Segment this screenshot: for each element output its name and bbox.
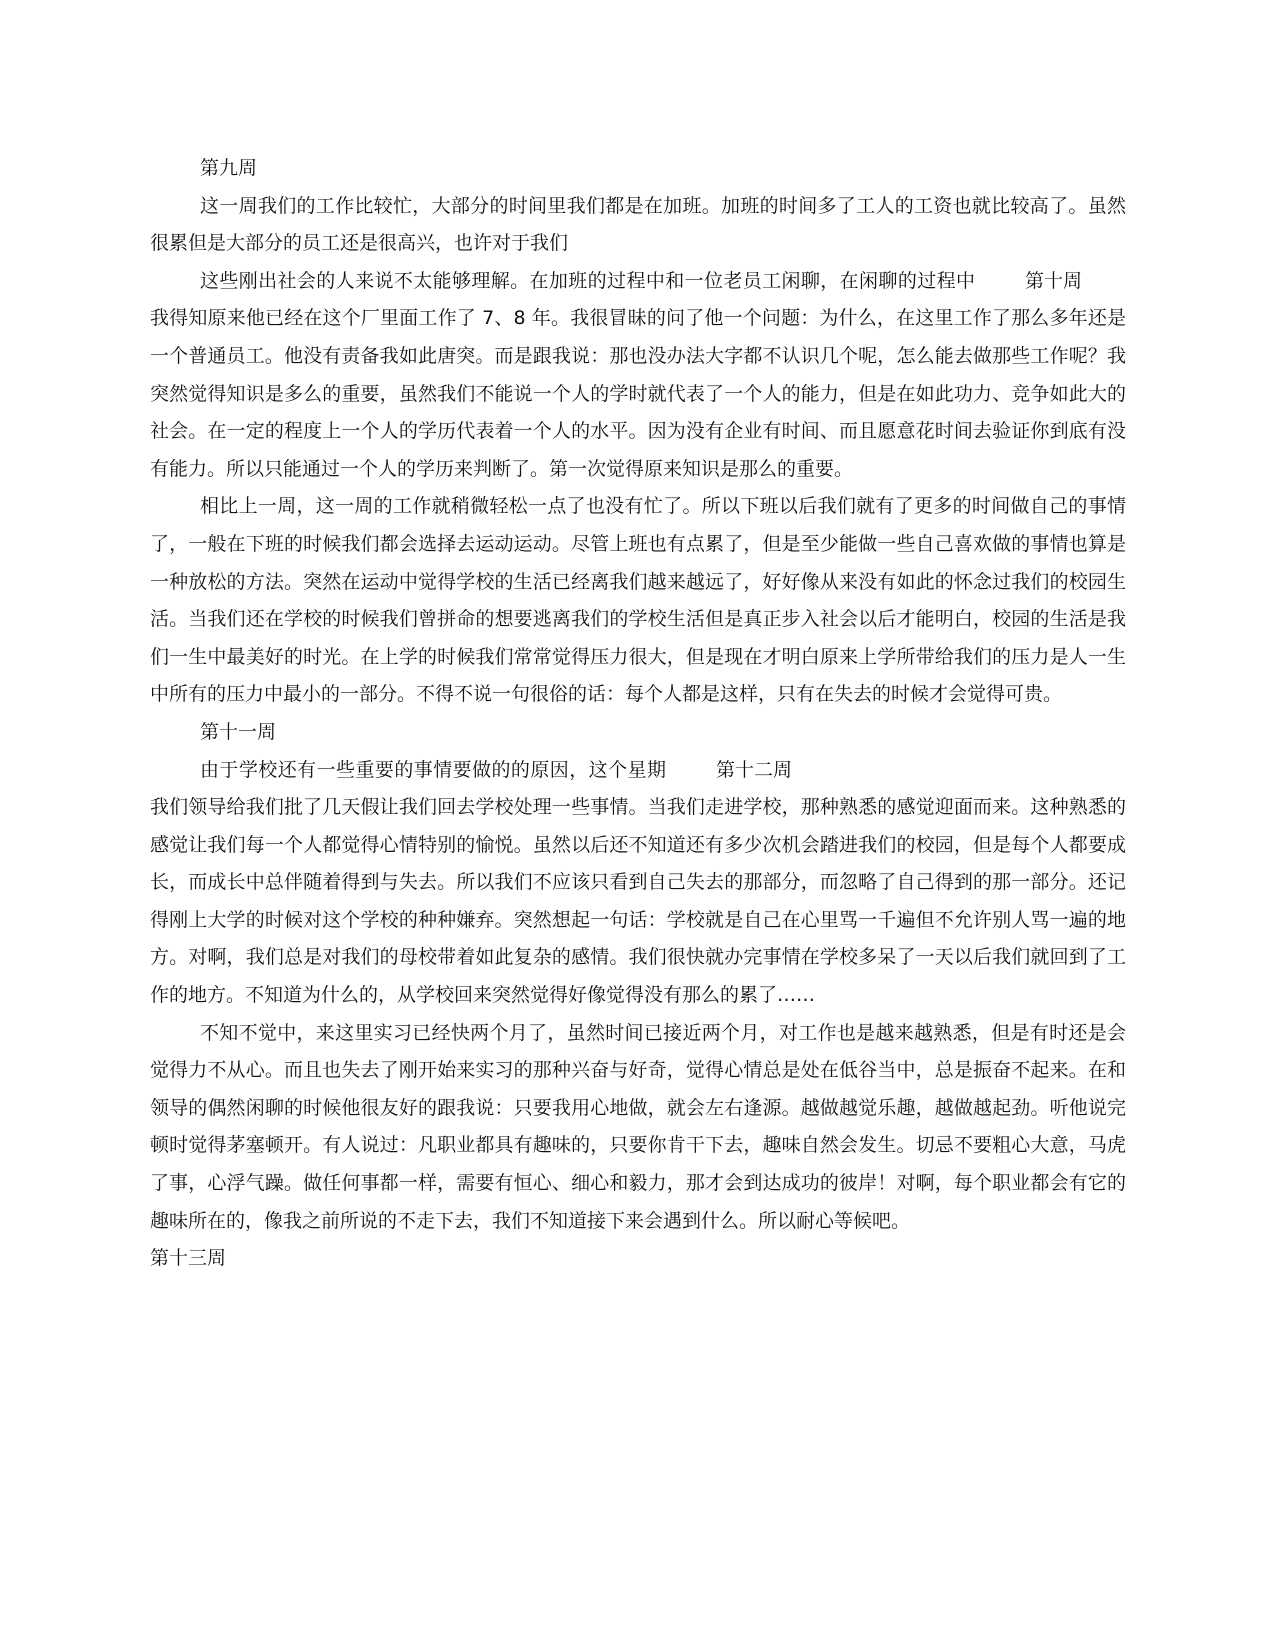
heading-week-13: 第十三周	[150, 1247, 227, 1270]
heading-week-10: 第十周	[1024, 269, 1082, 292]
paragraph-week-12: 不知不觉中，来这里实习已经快两个月了，虽然时间已接近两个月，对工作也是越来越熟悉，但是有时还是会觉得力不从心。而且也失去了刚开始来实习的那种兴奋与好奇，觉得心情总是处在低谷当中，总是振奋不起来。在和领导的偶然闲聊的时候他很友好的跟我说：只要我用心地做，就会左右逢源。越做越觉乐趣，越做越起劲。听他说完顿时觉得茅塞顿开。有人说过：凡职业都具有趣味的，只要你肯干下去，趣味自然会发生。切忌不要粗心大意，马虎了事，心浮气躁。做任何事都一样，需要有恒心、细心和毅力，那才会到达成功的彼岸！对啊，每个职业都会有它的趣味所在的，像我之前所说的不走下去，我们不知道接下来会遇到什么。所以耐心等候吧。	[150, 1021, 1126, 1232]
heading-week-12: 第十二周	[715, 758, 792, 781]
paragraph-week-11-text: 由于学校还有一些重要的事情要做的的原因，这个星期我们领导给我们批了几天假让我们回去学校处理一些事情。当我们走进学校，那种熟悉的感觉迎面而来。这种熟悉的感觉让我们每一个人都觉得心情特别的愉悦。虽然以后还不知道还有多少次机会踏进我们的校园，但是每个人都要成长，而成长中总伴随着得到与失去。所以我们不应该只看到自己失去的那部分，而忽略了自己得到的那一部分。还记得刚上大学的时候对这个学校的种种嫌弃。突然想起一句话：学校就是自己在心里骂一千遍但不允许别人骂一遍的地方。对啊，我们总是对我们的母校带着如此复杂的感情。我们很快就办完事情在学校多呆了一天以后我们就回到了工作的地方。不知道为什么的，从学校回来突然觉得好像觉得没有那么的累了……	[150, 758, 1126, 1007]
paragraph-week-9-part-2	[150, 263, 1126, 489]
paragraph-week-9-part-2-text: 这些刚出社会的人来说不太能够理解。在加班的过程中和一位老员工闲聊，在闲聊的过程中我得知原来他已经在这个厂里面工作了 7、8 年。我很冒昧的问了他一个问题：为什么，在这里工作了那么多年还是一个普通员工。他没有责备我如此唐突。而是跟我说：那也没办法大字都不认识几个呢，怎么能去做那些工作呢？我突然觉得知识是多么的重要，虽然我们不能说一个人的学时就代表了一个人的能力，但是在如此功力、竞争如此大的社会。在一定的程度上一个人的学历代表着一个人的水平。因为没有企业有时间、而且愿意花时间去验证你到底有没有能力。所以只能通过一个人的学历来判断了。第一次觉得原来知识是那么的重要。	[150, 269, 1126, 480]
heading-week-9: 第九周	[200, 157, 258, 179]
heading-week-11: 第十一周	[200, 720, 277, 743]
paragraph-week-9-part-1: 这一周我们的工作比较忙，大部分的时间里我们都是在加班。加班的时间多了工人的工资也就比较高了。虽然很累但是大部分的员工还是很高兴，也许对于我们	[150, 194, 1126, 255]
document-page	[150, 150, 1126, 1278]
paragraph-week-10: 相比上一周，这一周的工作就稍微轻松一点了也没有忙了。所以下班以后我们就有了更多的时间做自己的事情了，一般在下班的时候我们都会选择去运动运动。尽管上班也有点累了，但是至少能做一些自己喜欢做的事情也算是一种放松的方法。突然在运动中觉得学校的生活已经离我们越来越远了，好好像从来没有如此的怀念过我们的校园生活。当我们还在学校的时候我们曾拼命的想要逃离我们的学校生活但是真正步入社会以后才能明白，校园的生活是我们一生中最美好的时光。在上学的时候我们常常觉得压力很大，但是现在才明白原来上学所带给我们的压力是人一生中所有的压力中最小的一部分。不得不说一句很俗的话：每个人都是这样，只有在失去的时候才会觉得可贵。	[150, 495, 1126, 706]
paragraph-week-11	[150, 752, 1126, 1015]
